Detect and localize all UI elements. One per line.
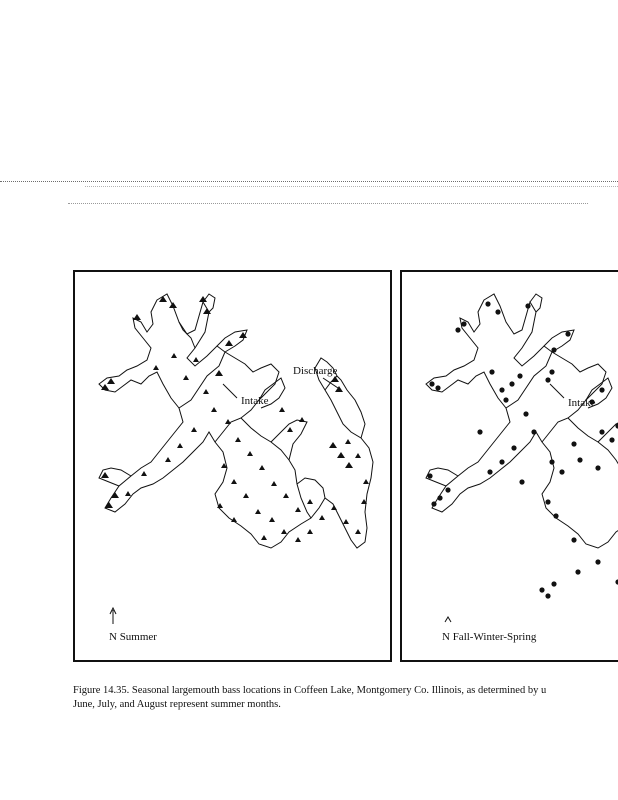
lake-shoreline [241, 418, 311, 518]
scan-artifact-line [0, 181, 618, 183]
lake-shoreline [297, 478, 325, 498]
lake-shoreline [337, 376, 365, 438]
scan-artifact-line [85, 186, 618, 188]
fall-winter-spring-lake-map [402, 272, 618, 660]
summer-lake-map [75, 272, 390, 660]
lake-shoreline [203, 294, 215, 312]
figure-caption [73, 684, 618, 712]
caption-line-1: Figure 14.35. Seasonal largemouth bass locations in Coffeen Lake, Montgomery Co. Illinois, as determined by u [73, 685, 547, 696]
season-label-summer: N Summer [109, 631, 157, 643]
north-arrow-icon [445, 617, 451, 622]
fall-winter-spring-map-panel [400, 270, 618, 662]
north-arrow-icon [110, 608, 116, 624]
lake-shoreline [179, 322, 195, 348]
intake-label: Intake [241, 395, 269, 407]
lake-shoreline [426, 294, 552, 408]
season-label-fall-winter-spring: N Fall-Winter-Spring [442, 631, 537, 643]
discharge-label: Discharge [293, 365, 338, 377]
lake-shoreline [568, 418, 618, 512]
lake-shoreline [432, 408, 618, 548]
lake-shoreline [105, 368, 373, 548]
scan-artifact-line [68, 203, 588, 205]
lake-shoreline [271, 420, 307, 460]
caption-line-2: June, July, and August represent summer months. [73, 699, 281, 710]
intake-label: Intake [568, 397, 596, 409]
summer-map-panel [73, 270, 392, 662]
lake-shoreline [530, 294, 542, 312]
